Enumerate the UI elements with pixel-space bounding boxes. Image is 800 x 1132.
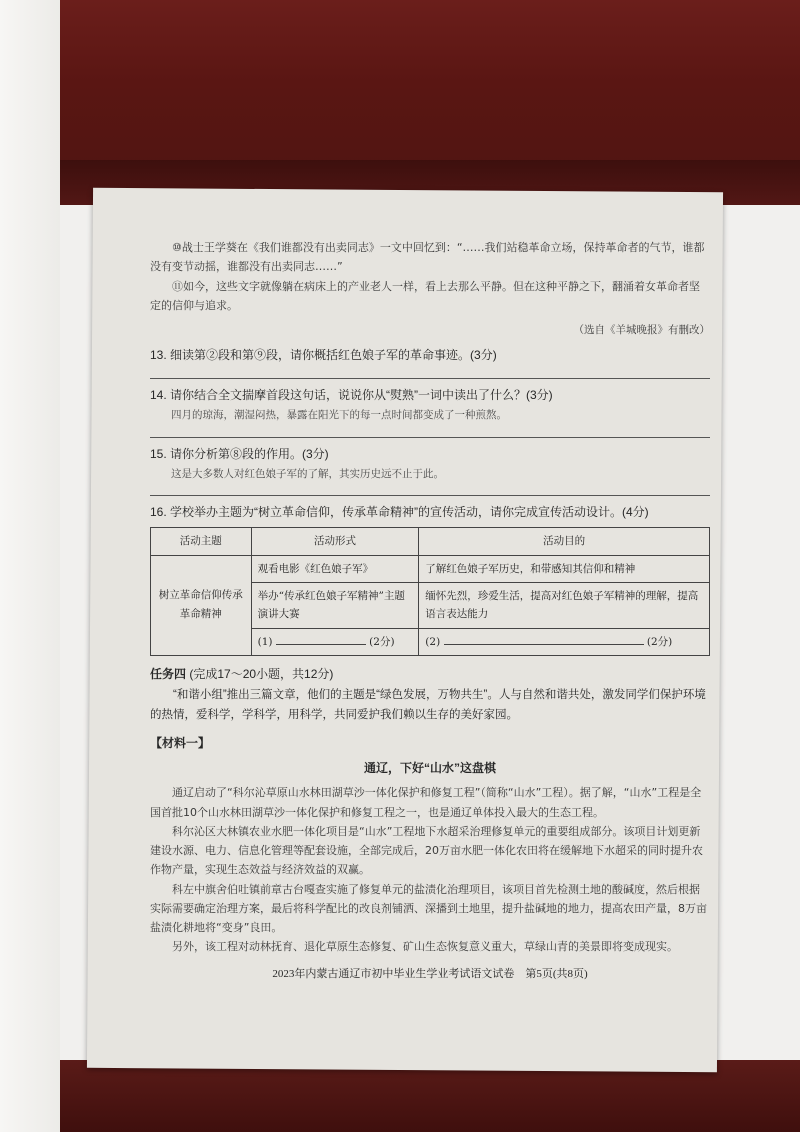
page-footer: 2023年内蒙古通辽市初中毕业生学业考试语文试卷 第5页(共8页) xyxy=(272,967,588,980)
wall-background xyxy=(0,0,60,1132)
article-paragraph: 另外，该工程对动林抚育、退化草原生态修复、矿山生态恢复意义重大，草绿山青的美景即将变成现实。 xyxy=(172,940,678,954)
question-13: 13. 细读第②段和第⑨段，请你概括红色娘子军的革命事迹。(3分) xyxy=(150,348,497,363)
question-14-quote: 四月的琼海，潮湿闷热，暴露在阳光下的每一点时间都变成了一种煎熬。 xyxy=(171,409,507,422)
table-cell-form-blank[interactable] xyxy=(251,628,419,655)
exam-content xyxy=(150,238,710,984)
article-title: 通辽，下好“山水”这盘棋 xyxy=(363,761,496,776)
activity-table xyxy=(150,527,710,656)
table-cell-purpose-blank[interactable] xyxy=(419,628,710,655)
passage-source: （选自《羊城晚报》有删改） xyxy=(573,324,710,336)
question-16: 16. 学校举办主题为“树立革命信仰，传承革命精神”的宣传活动，请你完成宣传活动设计。(4分) xyxy=(150,505,649,520)
table-cell-purpose: 了解红色娘子军历史，和带感知其信仰和精神 xyxy=(419,555,710,582)
table-header-row xyxy=(151,528,710,555)
question-15-quote: 这是大多数人对红色娘子军的了解，其实历史远不止于此。 xyxy=(171,467,444,480)
passage-paragraph-10: ⑩战士王学葵在《我们谁都没有出卖同志》一文中回忆到：“……我们站稳革命立场，保持革命者的气节，谁都没有变节动摇，谁都没有出卖同志……” xyxy=(150,241,705,274)
task4-note: (完成17～20小题，共12分) xyxy=(189,667,334,681)
table-cell-form: 观看电影《红色娘子军》 xyxy=(251,555,419,582)
question-14: 14. 请你结合全文揣摩首段这句话，说说你从“熨熟”一词中读出了什么？(3分) xyxy=(150,388,553,403)
passage-paragraph-11: ⑪如今，这些文字就像躺在病床上的产业老人一样，看上去那么平静。但在这种平静之下，翻涌着女革命者坚定的信仰与追求。 xyxy=(150,279,700,312)
task4-intro: “和谐小组”推出三篇文章，他们的主题是“绿色发展，万物共生”。人与自然和谐共处，激发同学们保护环境的热情，爱科学，学科学，用科学，共同爱护我们赖以生存的美好家园。 xyxy=(150,689,706,722)
material-1-label: 【材料一】 xyxy=(150,736,211,751)
task4-title: 任务四 xyxy=(150,667,187,681)
task4-heading xyxy=(150,664,710,685)
answer-line-13[interactable] xyxy=(150,366,710,379)
blank-1-score: (2分) xyxy=(369,635,395,648)
article-paragraph: 科左中旗舍伯吐镇前章古台嘎查实施了修复单元的盐渍化治理项目，该项目首先检测土地的酸碱度，然后根据实际需要确定治理方案，最后将科学配比的改良剂铺洒、深播到土地里，提升盐碱地的地力，提高农田产量，8万亩盐渍化耕地将“变身”良田。 xyxy=(150,882,707,934)
table-cell-form: 举办“传承红色娘子军精神”主题演讲大赛 xyxy=(251,582,419,628)
answer-line-15[interactable] xyxy=(150,483,710,496)
blank-label-2: (2) xyxy=(425,635,441,648)
table-row xyxy=(151,555,710,582)
table-cell-purpose: 缅怀先烈，珍爱生活，提高对红色娘子军精神的理解，提高语言表达能力 xyxy=(419,582,710,628)
answer-line-14[interactable] xyxy=(150,425,710,438)
table-header-purpose: 活动目的 xyxy=(419,528,710,555)
article-paragraph: 通辽启动了“科尔沁草原山水林田湖草沙一体化保护和修复工程”（简称“山水”工程）。据了解，“山水”工程是全国首批10个山水林田湖草沙一体化保护和修复工程之一，也是通辽单体投入最大的生态工程。 xyxy=(150,786,702,819)
table-cell-theme: 树立革命信仰传承革命精神 xyxy=(151,555,252,656)
article-paragraph: 科尔沁区大林镇农业水肥一体化项目是“山水”工程地下水超采治理修复单元的重要组成部分。该项目计划更新建设水源、电力、信息化管理等配套设施，全部完成后，20万亩水肥一体化农田将在缓解地下水超采的同时提升农作物产量，实现生态效益与经济效益的双赢。 xyxy=(150,824,703,877)
blank-2[interactable] xyxy=(444,644,644,645)
table-header-theme: 活动主题 xyxy=(151,528,252,555)
blank-1[interactable] xyxy=(276,644,366,645)
blank-2-score: (2分) xyxy=(646,635,673,648)
table-header-form: 活动形式 xyxy=(251,528,419,555)
blank-label-1: (1) xyxy=(257,635,273,648)
question-15: 15. 请你分析第⑧段的作用。(3分) xyxy=(150,446,329,461)
